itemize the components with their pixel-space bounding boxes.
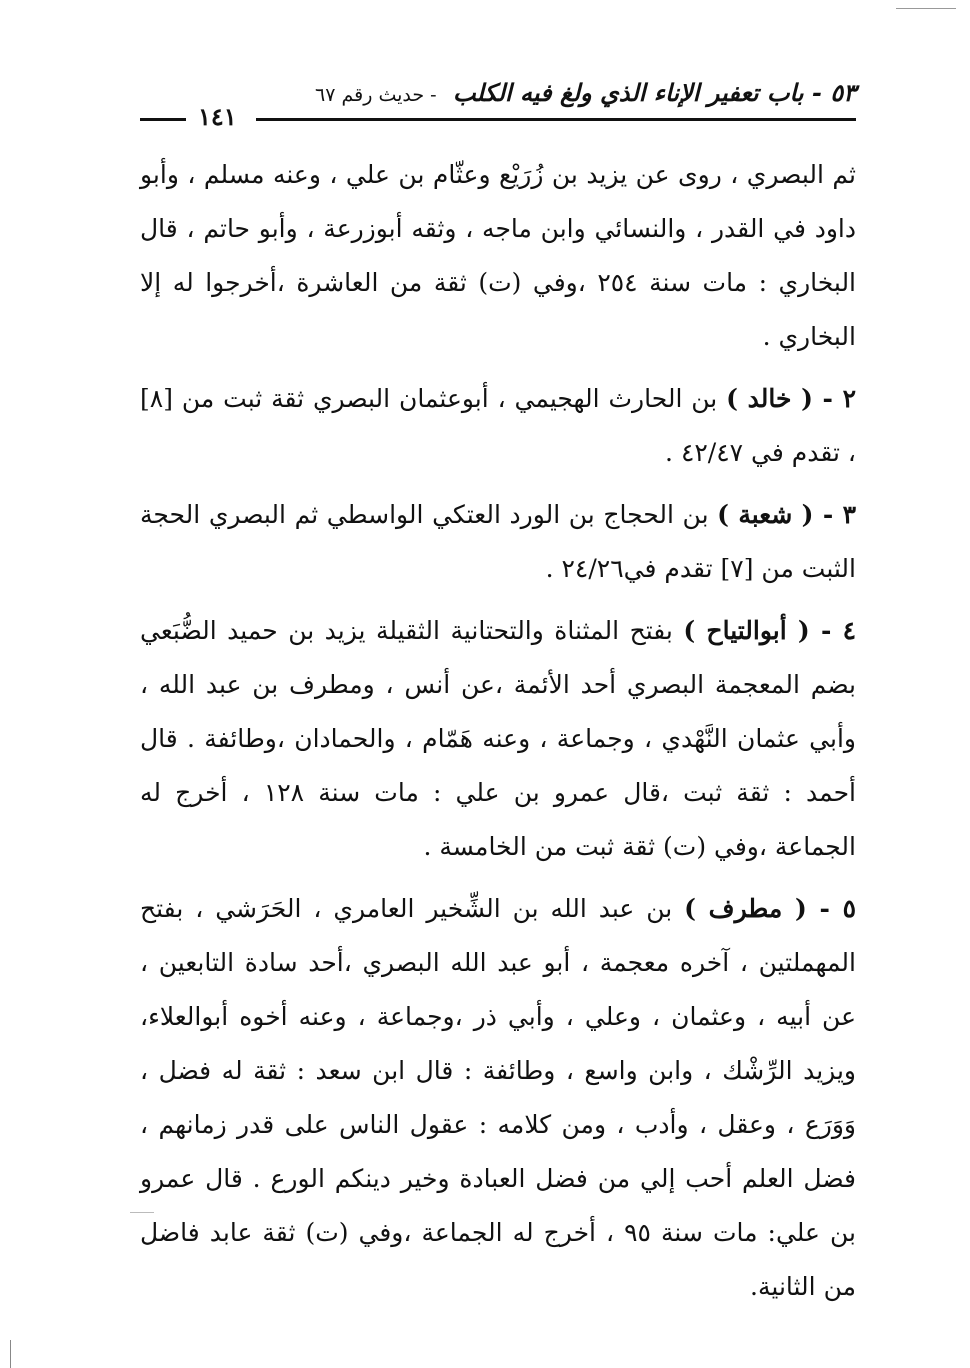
page-number-rule	[140, 118, 186, 121]
header-rule	[256, 118, 856, 121]
paragraph-text: بفتح المثناة والتحتانية الثقيلة يزيد بن حميد الضُّبَعي بضم المعجمة البصري أحد الأئمة ،عن أنس ، ومطرف بن عبد الله ، وأبي عثمان النَّهْدي ، وجماعة ، وعنه هَمّام ، والحمادان ،وطائفة . قال أحمد : ثقة ثبت ،قال عمرو بن علي : مات سنة ١٢٨ ، أخرج له الجماعة ،وفي (ت) ثقة ثبت من الخامسة .	[140, 616, 856, 861]
paragraph-text: بن الحجاج بن الورد العتكي الواسطي ثم البصري الحجة الثبت من [٧] تقدم في٢٤/٢٦ .	[140, 500, 856, 583]
narrator-heading: ٣ - ( شعبة )	[717, 500, 856, 529]
paragraph-3	[140, 488, 856, 596]
narrator-heading: ٢ - ( خالد )	[726, 384, 856, 413]
page-number-block	[140, 102, 260, 136]
paragraph-2	[140, 372, 856, 480]
header-title	[315, 78, 856, 107]
scan-edge-mark	[896, 8, 956, 9]
paragraph-4	[140, 604, 856, 874]
narrator-heading: ٤ - ( أبوالتياح )	[683, 616, 857, 645]
chapter-title: ٥٣ - باب تعفير الإناء الذي ولغ فيه الكلب	[452, 78, 856, 107]
paragraph-1	[140, 148, 856, 364]
scan-edge-mark	[130, 1212, 154, 1213]
body-text	[140, 148, 856, 1322]
paragraph-5	[140, 882, 856, 1314]
scan-edge-mark	[10, 1340, 11, 1368]
paragraph-text: بن عبد الله بن الشِّخير العامري ، الحَرَشي ، بفتح المهملتين ، آخره معجمة ، أبو عبد الله البصري ،أحد سادة التابعين ، عن أبيه ، وعثمان ، وعلي ، وأبي ذر ،وجماعة ، وعنه أخوه أبوالعلاء، ويزيد الرِّشْك ، وابن واسع ، وطائفة : قال ابن سعد : ثقة له فضل ، وَوَرَع ، وعقل ، وأدب ، ومن كلامه : عقول الناس على قدر زمانهم ، فضل العلم أحب إلي من فضل العبادة وخير دينكم الورع . قال عمرو بن علي: مات سنة ٩٥ ، أخرج له الجماعة ،وفي (ت) ثقة عابد فاضل من الثانية.	[140, 894, 856, 1301]
paragraph-text: بن الحارث الهجيمي ، أبوعثمان البصري ثقة ثبت من [٨] ، تقدم في ٤٢/٤٧ .	[140, 384, 856, 467]
paragraph-text: ثم البصري ، روى عن يزيد بن زُرَيْع وعثّام بن علي ، وعنه مسلم ، وأبو داود في القدر ، والنسائي وابن ماجه ، وثقه أبوزرعة ، وأبو حاتم ، قال البخاري : مات سنة ٢٥٤ ،وفي (ت) ثقة من العاشرة ،أخرجوا له إلا البخاري .	[140, 160, 857, 351]
hadith-number: - حديث رقم ٦٧	[315, 84, 437, 106]
running-header	[140, 78, 856, 131]
page-number: ١٤١	[198, 102, 237, 131]
narrator-heading: ٥ - ( مطرف )	[684, 894, 856, 923]
